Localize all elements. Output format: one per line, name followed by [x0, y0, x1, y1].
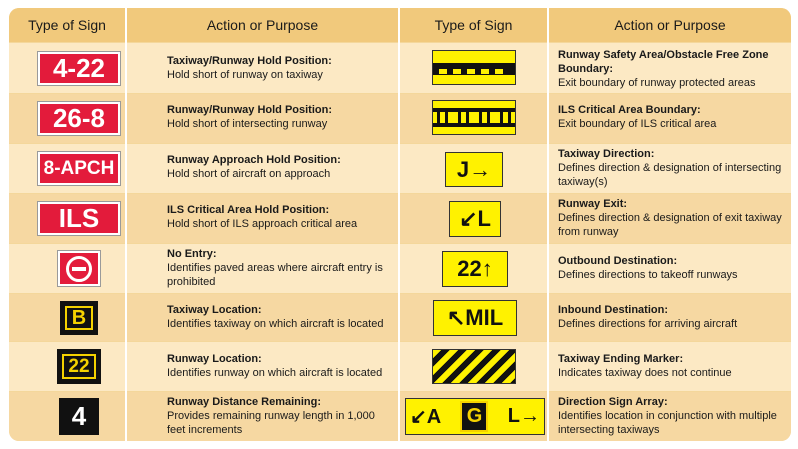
desc-runway-runway-hold: [167, 103, 395, 131]
desc-taxiway-location: [167, 303, 395, 331]
desc-body: Hold short of runway on taxiway: [167, 69, 323, 81]
sign-runway-location: [57, 349, 101, 384]
desc-body: Defines direction & designation of exit taxiway from runway: [558, 212, 782, 238]
desc-no-entry: [167, 247, 395, 289]
no-entry-icon: [65, 255, 93, 283]
desc-body: Defines directions to takeoff runways: [558, 269, 738, 281]
desc-title: Taxiway Location:: [167, 304, 262, 316]
desc-direction-array: [558, 395, 788, 437]
desc-body: Indicates taxiway does not continue: [558, 367, 732, 379]
desc-title: Outbound Destination:: [558, 255, 678, 267]
desc-rsa-ofz-boundary: [558, 48, 788, 90]
sign-distance-remaining: 4: [59, 398, 99, 435]
desc-body: Identifies taxiway on which aircraft is located: [167, 318, 384, 330]
desc-title: Inbound Destination:: [558, 304, 668, 316]
desc-body: Hold short of intersecting runway: [167, 118, 328, 130]
desc-body: Hold short of ILS approach critical area: [167, 218, 358, 230]
desc-title: Runway Approach Hold Position:: [167, 154, 341, 166]
sign-taxiway-location: [60, 301, 98, 335]
desc-runway-location: [167, 352, 395, 380]
desc-body: Identifies location in conjunction with multiple intersecting taxiways: [558, 410, 777, 436]
sign-taxiway-runway-hold: 4-22: [38, 52, 120, 85]
array-left-direction: ↙A: [410, 406, 442, 428]
desc-title: Taxiway/Runway Hold Position:: [167, 55, 332, 67]
sign-ils-critical-boundary: [432, 100, 516, 135]
desc-distance-remaining: [167, 395, 395, 437]
desc-body: Hold short of aircraft on approach: [167, 168, 331, 180]
desc-body: Identifies runway on which aircraft is located: [167, 367, 383, 379]
desc-outbound-destination: [558, 254, 788, 282]
desc-title: Taxiway Ending Marker:: [558, 353, 684, 365]
desc-title: No Entry:: [167, 248, 217, 260]
sign-outbound-destination: 22↑: [442, 251, 508, 287]
column-divider: [398, 8, 400, 441]
desc-body: Identifies paved areas where aircraft entry is prohibited: [167, 262, 383, 288]
desc-title: ILS Critical Area Hold Position:: [167, 204, 330, 216]
header-type-of-sign-right: Type of Sign: [400, 8, 547, 42]
desc-title: Taxiway Direction:: [558, 148, 655, 160]
desc-title: Runway Location:: [167, 353, 262, 365]
sign-inbound-destination: ↖MIL: [433, 300, 517, 336]
desc-title: ILS Critical Area Boundary:: [558, 104, 701, 116]
desc-body: Provides remaining runway length in 1,000 feet increments: [167, 410, 375, 436]
desc-body: Exit boundary of ILS critical area: [558, 118, 717, 130]
desc-ils-hold: [167, 203, 395, 231]
sign-approach-hold: 8-APCH: [38, 152, 120, 185]
column-divider: [547, 8, 549, 441]
desc-approach-hold: [167, 153, 395, 181]
column-divider: [125, 8, 127, 441]
array-location-g: G: [460, 401, 488, 432]
desc-taxiway-direction: [558, 147, 788, 189]
sign-taxiway-ending-marker: [432, 349, 516, 384]
rsa-boundary-marking-icon: [433, 51, 515, 84]
desc-ils-critical-boundary: [558, 103, 788, 131]
sign-no-entry: [58, 251, 100, 286]
desc-body: Exit boundary of runway protected areas: [558, 77, 756, 89]
array-right-direction: L→: [507, 405, 540, 427]
sign-runway-exit: ↙L: [449, 201, 501, 237]
sign-rsa-ofz-boundary: [432, 50, 516, 85]
desc-taxiway-runway-hold: [167, 54, 395, 82]
desc-title: Runway/Runway Hold Position:: [167, 104, 333, 116]
airport-signs-table: [9, 8, 791, 441]
desc-taxiway-ending-marker: [558, 352, 788, 380]
taxiway-location-label: B: [65, 306, 93, 330]
desc-title: Runway Distance Remaining:: [167, 396, 322, 408]
desc-title: Direction Sign Array:: [558, 396, 668, 408]
sign-taxiway-direction: J→: [445, 152, 503, 187]
sign-runway-runway-hold: 26-8: [38, 102, 120, 135]
desc-title: Runway Safety Area/Obstacle Free Zone Boundary:: [558, 49, 769, 75]
sign-ils-hold: ILS: [38, 202, 120, 235]
sign-direction-array: [405, 398, 545, 435]
desc-runway-exit: [558, 197, 788, 239]
ils-boundary-marking-icon: [433, 101, 515, 134]
runway-location-label: 22: [62, 354, 96, 379]
header-action-right: Action or Purpose: [549, 8, 791, 42]
header-action-left: Action or Purpose: [127, 8, 398, 42]
desc-body: Defines directions for arriving aircraft: [558, 318, 738, 330]
header-type-of-sign-left: Type of Sign: [9, 8, 125, 42]
desc-body: Defines direction & designation of intersecting taxiway(s): [558, 162, 782, 188]
desc-title: Runway Exit:: [558, 198, 628, 210]
desc-inbound-destination: [558, 303, 788, 331]
